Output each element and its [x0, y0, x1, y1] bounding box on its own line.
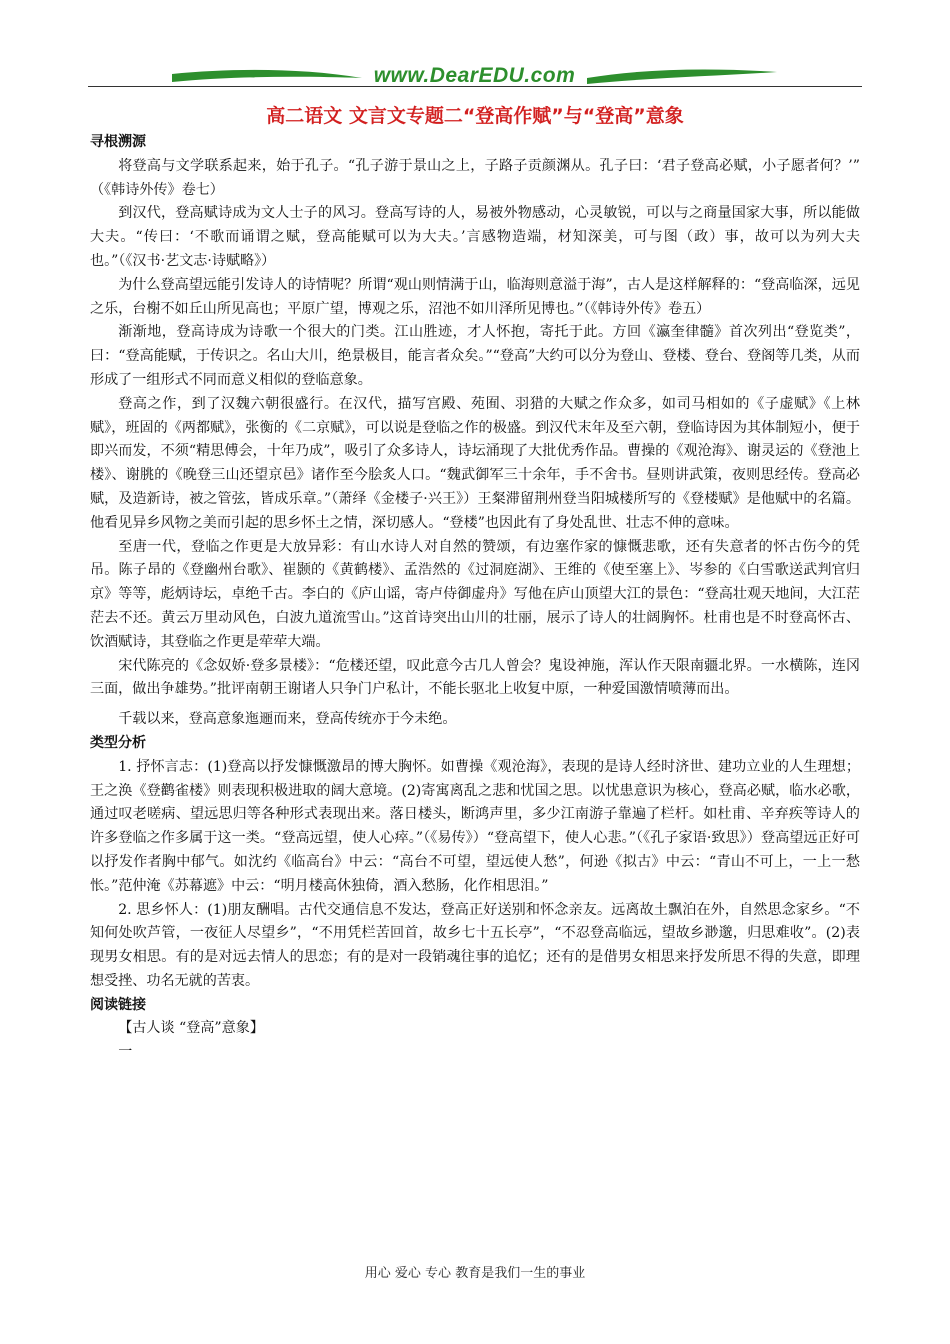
paragraph: 千载以来，登高意象迤逦而来，登高传统亦于今未绝。 — [118, 711, 457, 728]
paragraph: 2. 思乡怀人：(1)朋友酬唱。古代交通信息不发达，登高正好送别和怀念亲友。远离故土飘泊在外，自然思念家乡。“不知何处吹芦管，一夜征人尽望乡”，“不用凭栏苦回首，故乡七十五长亭”，“不忍登高临远，望故乡渺邈，归思难收”。(2)表现男女相思。有的是对远去情人的思恋；有的是对一段销魂往事的追忆；还有的是借男女相思来抒发所思不得的失意，即理想受挫、功名无就的苦衷。 — [90, 901, 860, 989]
section-heading-origins: 寻根溯源 — [90, 134, 146, 150]
header-divider — [88, 86, 862, 87]
reading-item-number: 一 — [118, 1044, 133, 1061]
paragraph: 至唐一代，登临之作更是大放异彩：有山水诗人对自然的赞颂，有边塞作家的慷慨悲歌，还有失意者的怀古伤今的凭吊。陈子昂的《登幽州台歌》、崔颢的《黄鹤楼》、孟浩然的《过洞庭湖》、王维的《使至塞上》、岑参的《白雪歌送武判官归京》等等，彪炳诗坛，卓绝千古。李白的《庐山谣，寄卢侍御虚舟》写他在庐山顶望大江的景色：“登高壮观天地间，大江茫茫去不还。黄云万里动风色，白波九道流雪山。”这首诗突出山川的壮丽，展示了诗人的壮阔胸怀。杜甫也是不时登高怀古、饮酒赋诗，其登临之作更是荦荦大端。 — [90, 538, 860, 650]
paragraph: 将登高与文学联系起来，始于孔子。“孔子游于景山之上，子路子贡颜渊从。孔子曰：‘君子登高必赋，小子愿者何？’” （《韩诗外传》卷七） — [90, 157, 860, 198]
page-footer: 用心 爱心 专心 教育是我们一生的事业 — [364, 1266, 586, 1281]
site-logo — [172, 62, 777, 92]
paragraph: 到汉代，登高赋诗成为文人士子的风习。登高写诗的人，易被外物感动，心灵敏锐，可以与之商量国家大事，所以能做大夫。“传曰：‘不歌而诵谓之赋，登高能赋可以为大夫。’言感物造端，材知深美，可与图（政）事，故可以为列大夫也。”（《汉书·艺文志·诗赋略》） — [90, 205, 860, 269]
page-title: 高二语文 文言文专题二“登高作赋”与“登高”意象 — [266, 105, 684, 127]
section-heading-types: 类型分析 — [90, 734, 146, 751]
logo-text: www.DearEDU.com — [373, 64, 576, 87]
paragraph: 为什么登高望远能引发诗人的诗情呢？所谓“观山则情满于山，临海则意溢于海”，古人是这样解释的：“登高临深，远见之乐，台榭不如丘山所见高也；平原广望，博观之乐，沼池不如川泽所见博也。”（《韩诗外传》卷五） — [90, 276, 860, 317]
document-body — [90, 131, 860, 1065]
paragraph: 渐渐地，登高诗成为诗歌一个很大的门类。江山胜迹，才人怀抱，寄托于此。方回《瀛奎律髓》首次列出“登览类”，曰：“登高能赋，于传识之。名山大川，绝景极目，能言者众矣。”“登高”大约可以分为登山、登楼、登台、登阁等几类，从而形成了一组形式不同而意义相似的登临意象。 — [90, 324, 860, 388]
paragraph: 宋代陈亮的《念奴娇·登多景楼》：“危楼还望，叹此意今古几人曾会？鬼设神施，浑认作天限南疆北界。一水横陈，连冈三面，做出争雄势。”批评南朝王谢诸人只争门户私计，不能长驱北上收复中原，一种爱国激情喷薄而出。 — [90, 657, 860, 698]
section-heading-reading: 阅读链接 — [90, 996, 146, 1013]
paragraph: 1. 抒怀言志：(1)登高以抒发慷慨激昂的博大胸怀。如曹操《观沧海》，表现的是诗人经时济世、建功立业的人生理想；王之涣《登鹳雀楼》则表现积极进取的阔大意境。(2)寄寓离乱之悲和忧国之思。以忧患意识为核心，登高必赋，临水必歌，通过叹老嗟病、望远思归等各种形式表现出来。落日楼头，断鸿声里，多少江南游子靠遍了栏杆。如杜甫、辛弃疾等诗人的许多登临之作多属于这一类。“登高远望，使人心瘁。”（《易传》）“登高望下，使人心悲。”（《孔子家语·致思》）登高望远正好可以抒发作者胸中郁气。如沈约《临高台》中云：“高台不可望，望远使人愁”，何逊《拟古》中云：“青山不可上，一上一愁怅。”范仲淹《苏幕遮》中云：“明月楼高休独倚，酒入愁肠，化作相思泪。” — [90, 758, 860, 894]
reading-subheading: 【古人谈 “登高”意象】 — [118, 1020, 264, 1037]
paragraph: 登高之作，到了汉魏六朝很盛行。在汉代，描写宫殿、苑囿、羽猎的大赋之作众多，如司马相如的《子虚赋》《上林赋》，班固的《两都赋》，张衡的《二京赋》，可以说是登临之作的极盛。到汉代末年及至六朝，登临诗因为其体制短小，便于即兴而发，不须“精思傅会，十年乃成”，吸引了众多诗人，诗坛涌现了大批优秀作品。曹操的《观沧海》、谢灵运的《登池上楼》、谢朓的《晚登三山还望京邑》诸作至今脍炙人口。“魏武御军三十余年，手不舍书。昼则讲武策，夜则思经传。登高必赋，及造新诗，被之管弦，皆成乐章。”（萧绎《金楼子·兴王》）王粲滞留荆州登当阳城楼所写的《登楼赋》是他赋中的名篇。他看见异乡风物之美而引起的思乡怀土之情，深切感人。“登楼”也因此有了身处乱世、壮志不伸的意味。 — [90, 395, 860, 531]
